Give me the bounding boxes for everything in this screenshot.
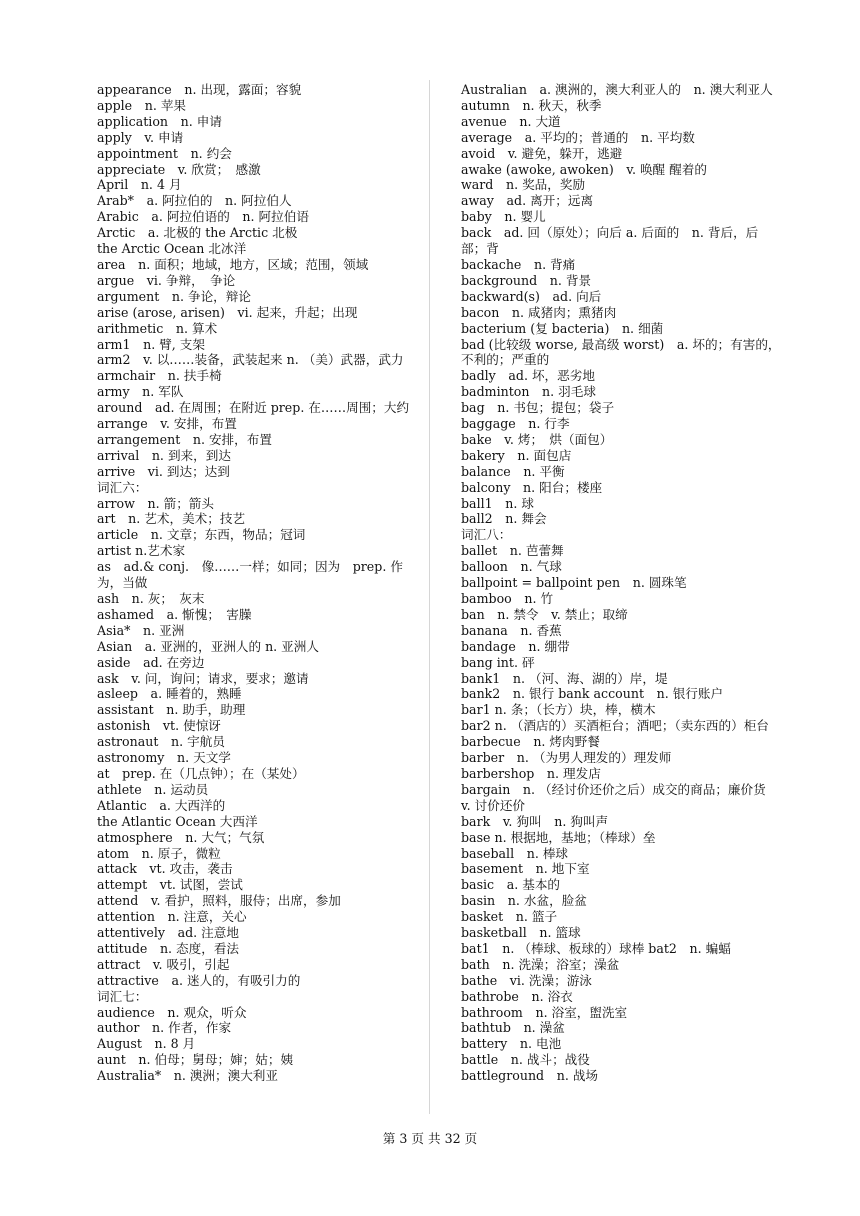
vocab-entry: background n. 背景 [461,272,592,288]
vocab-entry: basement n. 地下室 [461,861,590,877]
vocab-entry: area n. 面积；地域，地方，区域；范围，领域 [97,256,369,272]
vocab-entry: bar1 n. 条；（长方）块，棒，横木 [461,702,656,718]
vocab-entry: April n. 4 月 [97,177,182,193]
vocab-entry: battle n. 战斗；战役 [461,1052,590,1068]
vocab-entry: ask v. 问，询问；请求，要求；邀请 [97,670,309,686]
vocab-entry: balcony n. 阳台；楼座 [461,479,603,495]
vocab-entry: ash n. 灰； 灰末 [97,591,205,606]
vocab-entry: apply v. 申请 [97,129,184,145]
vocab-entry: attentively ad. 注意地 [97,925,239,941]
vocab-entry: August n. 8 月 [97,1036,196,1052]
vocab-entry: barbershop n. 理发店 [461,765,601,781]
vocab-entry: bar2 n. （酒店的）买酒柜台；酒吧；（卖东西的）柜台 [461,718,769,734]
vocab-entry: bargain n. （经讨价还价之后）成交的商品；廉价货 v. 讨价还价 [461,781,779,813]
vocab-entry: ballet n. 芭蕾舞 [461,543,564,559]
vocab-entry: backward(s) ad. 向后 [461,288,602,304]
vocab-entry: bang int. 砰 [461,654,535,670]
vocab-entry: asleep a. 睡着的，熟睡 [97,686,242,702]
vocab-entry: attitude n. 态度，看法 [97,940,240,956]
vocab-entry: ward n. 奖品，奖励 [461,177,586,193]
vocab-entry: basket n. 篮子 [461,909,558,925]
vocab-entry: atom n. 原子，微粒 [97,845,221,861]
vocab-entry: banana n. 香蕉 [461,622,562,638]
vocab-entry: bakery n. 面包店 [461,447,572,463]
vocab-entry: bath n. 洗澡；浴室；澡盆 [461,956,620,972]
vocab-entry: balance n. 平衡 [461,463,565,479]
vocab-entry: ball1 n. 球 [461,495,534,511]
vocab-entry: baseball n. 棒球 [461,845,569,861]
vocab-entry: arise (arose, arisen) vi. 起来，升起；出现 [97,304,358,320]
vocab-entry: arrange v. 安排，布置 [97,416,237,432]
vocab-entry: bad (比较级 worse, 最高级 worst) a. 坏的；有害的，不利的；严重的 [461,336,781,368]
vocab-entry: army n. 军队 [97,384,184,400]
vocab-entry: astonish vt. 使惊讶 [97,718,221,734]
column-divider [429,80,430,1114]
vocab-entry: barbecue n. 烤肉野餐 [461,734,600,750]
vocab-entry: arrival n. 到来，到达 [97,447,231,463]
vocab-entry: attention n. 注意，关心 [97,909,247,925]
vocab-entry: armchair n. 扶手椅 [97,368,222,384]
vocab-entry: ball2 n. 舞会 [461,511,547,527]
vocab-entry: article n. 文章；东西，物品；冠词 [97,527,306,543]
vocab-entry: bathtub n. 澡盆 [461,1020,565,1036]
vocab-entry: athlete n. 运动员 [97,781,209,797]
vocab-entry: bathrobe n. 浴衣 [461,988,573,1004]
vocab-entry: the Arctic Ocean 北冰洋 [97,241,247,257]
vocab-entry: bathe vi. 洗澡；游泳 [461,972,592,988]
vocab-entry: bake v. 烤； 烘（面包） [461,431,613,447]
vocab-entry: back ad. 回（原处）；向后 a. 后面的 n. 背后，后部；背 [461,225,759,257]
vocab-entry: apple n. 苹果 [97,97,187,113]
vocab-entry: arm1 n. 臂, 支架 [97,336,205,352]
vocab-entry: basin n. 水盆，脸盆 [461,893,587,909]
vocab-entry: Australia* n. 澳洲；澳大利亚 [97,1068,278,1084]
vocab-entry: arithmetic n. 算术 [97,320,218,336]
vocab-entry: argument n. 争论，辩论 [97,288,251,304]
vocab-entry: application n. 申请 [97,113,222,129]
vocab-entry: astronaut n. 宇航员 [97,734,225,750]
vocab-entry: autumn n. 秋天，秋季 [461,97,602,113]
vocab-entry: Arab* a. 阿拉伯的 n. 阿拉伯人 [97,193,292,209]
vocab-entry: appointment n. 约会 [97,145,232,161]
vocab-entry: badly ad. 坏，恶劣地 [461,368,595,384]
vocab-entry: average a. 平均的；普通的 n. 平均数 [461,129,695,145]
vocab-entry: audience n. 观众，听众 [97,1004,247,1020]
vocab-entry: aunt n. 伯母；舅母；婶；姑；姨 [97,1052,294,1068]
vocab-entry: away ad. 离开；远离 [461,193,594,209]
vocab-entry: 词汇六： [97,479,148,495]
vocab-entry: bank2 n. 银行 bank account n. 银行账户 [461,686,724,702]
vocab-entry: bandage n. 绷带 [461,638,570,654]
vocab-entry: attractive a. 迷人的，有吸引力的 [97,972,301,988]
vocab-entry: barber n. （为男人理发的）理发师 [461,750,672,766]
vocab-entry: Asian a. 亚洲的，亚洲人的 n. 亚洲人 [97,638,319,654]
vocab-entry: atmosphere n. 大气；气氛 [97,829,265,845]
vocab-entry: assistant n. 助手，助理 [97,702,246,718]
vocab-entry: bat1 n. （棒球、板球的）球棒 bat2 n. 蝙蝠 [461,940,731,956]
vocab-entry: Australian a. 澳洲的，澳大利亚人的 n. 澳大利亚人 [461,82,773,97]
vocab-entry: balloon n. 气球 [461,559,562,575]
vocab-entry: basketball n. 篮球 [461,925,581,941]
vocab-entry: aside ad. 在旁边 [97,654,205,670]
vocab-entry: baby n. 婴儿 [461,209,546,225]
vocab-entry: as ad.& conj. 像……一样；如同；因为 prep. 作为，当做 [97,559,403,591]
vocab-entry: avoid v. 避免，躲开，逃避 [461,145,623,161]
vocab-entry: bathroom n. 浴室，盥洗室 [461,1004,628,1020]
vocab-entry: arm2 v. 以……装备，武装起来 n. （美）武器，武力 [97,352,404,368]
vocab-entry: Arabic a. 阿拉伯语的 n. 阿拉伯语 [97,209,309,225]
vocab-entry: base n. 根据地，基地；（棒球）垒 [461,829,656,845]
vocab-entry: bag n. 书包；提包；袋子 [461,400,615,416]
vocab-entry: avenue n. 大道 [461,113,561,129]
vocab-entry: at prep. 在（几点钟）；在（某处） [97,765,305,781]
vocab-entry: Asia* n. 亚洲 [97,622,185,638]
vocab-entry: the Atlantic Ocean 大西洋 [97,813,258,829]
vocab-entry: around ad. 在周围；在附近 prep. 在……周围；大约 [97,400,410,416]
vocab-entry: 词汇八： [461,527,512,543]
vocab-entry: argue vi. 争辩， 争论 [97,272,236,288]
vocab-entry: backache n. 背痛 [461,256,576,272]
vocab-entry: ashamed a. 惭愧； 害臊 [97,606,252,622]
vocab-entry: ban n. 禁令 v. 禁止；取缔 [461,606,628,622]
vocab-entry: ballpoint = ballpoint pen n. 圆珠笔 [461,575,687,591]
vocab-entry: Arctic a. 北极的 the Arctic 北极 [97,225,298,241]
vocab-entry: attempt vt. 试图，尝试 [97,877,243,893]
vocab-entry: badminton n. 羽毛球 [461,384,596,400]
vocab-entry: battleground n. 战场 [461,1068,599,1084]
vocab-entry: bacon n. 咸猪肉；熏猪肉 [461,304,617,320]
vocab-entry: art n. 艺术，美术；技艺 [97,511,246,527]
vocab-entry: appreciate v. 欣赏； 感激 [97,161,261,177]
vocab-entry: bamboo n. 竹 [461,591,554,606]
vocab-entry: arrow n. 箭；箭头 [97,495,214,511]
vocab-entry: awake (awoke, awoken) v. 唤醒 醒着的 [461,161,707,177]
vocab-entry: battery n. 电池 [461,1036,562,1052]
vocab-entry: appearance n. 出现，露面；容貌 [97,82,302,97]
vocab-entry: 词汇七： [97,988,148,1004]
vocab-entry: attract v. 吸引，引起 [97,956,230,972]
vocab-entry: attend v. 看护，照料，服侍；出席，参加 [97,893,341,909]
vocab-entry: bacterium (复 bacteria) n. 细菌 [461,320,664,336]
vocab-entry: basic a. 基本的 [461,877,561,893]
page-footer: 第 3 页 共 32 页 [382,1131,478,1146]
vocab-entry: arrive vi. 到达；达到 [97,463,230,479]
vocab-entry: bark v. 狗叫 n. 狗叫声 [461,813,609,829]
vocab-entry: author n. 作者，作家 [97,1020,232,1036]
right-column [461,82,781,1084]
vocab-entry: bank1 n. （河、海、湖的）岸，堤 [461,670,668,686]
vocab-entry: baggage n. 行李 [461,416,570,432]
vocab-entry: arrangement n. 安排，布置 [97,431,272,447]
vocab-entry: astronomy n. 天文学 [97,750,231,766]
left-column [97,82,417,1084]
vocab-entry: artist n.艺术家 [97,543,186,559]
vocab-entry: attack vt. 攻击，袭击 [97,861,233,877]
vocab-entry: Atlantic a. 大西洋的 [97,797,226,813]
